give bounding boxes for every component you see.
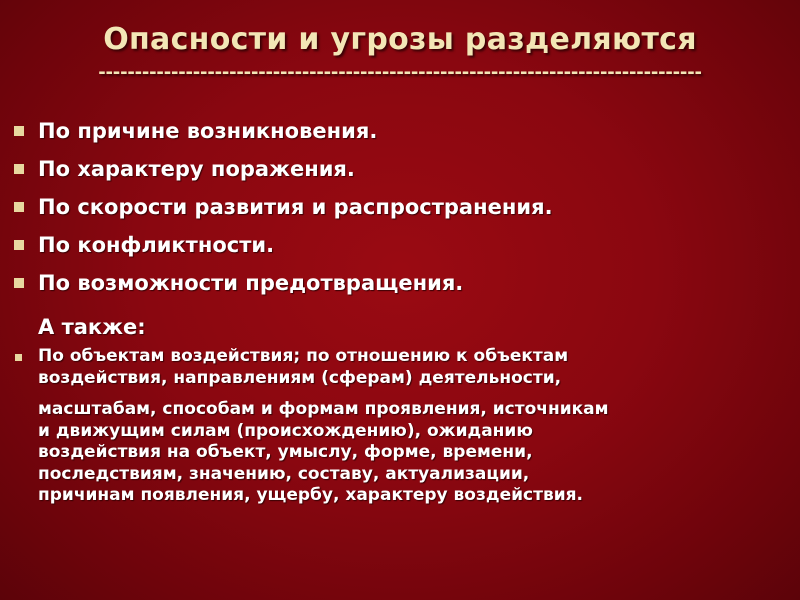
detail-line: воздействия, направлениям (сферам) деятельности, <box>38 367 562 388</box>
list-item-text: По конфликтности. <box>38 233 275 257</box>
square-bullet-icon <box>15 354 22 361</box>
square-bullet-icon <box>14 164 24 174</box>
also-label: А также: <box>38 315 146 339</box>
list-item-text: По характеру поражения. <box>38 157 355 181</box>
detail-line: По объектам воздействия; по отношению к объектам <box>38 346 569 366</box>
slide-title: Опасности и угрозы разделяются <box>103 22 697 57</box>
list-item <box>12 156 792 194</box>
list-item-text: По скорости развития и распространения. <box>38 195 553 219</box>
list-item <box>12 118 792 156</box>
detail-bullet <box>12 346 792 507</box>
list-item-text: По причине возникновения. <box>38 119 378 143</box>
title-separator: ----------------------------------------------------------------------------------- <box>98 62 702 83</box>
detail-line: причинам появления, ущербу, характеру воздействия. <box>38 485 583 505</box>
detail-line: масштабам, способам и формам проявления, источникам <box>38 399 609 419</box>
square-bullet-icon <box>14 240 24 250</box>
detail-line: воздействия на объект, умыслу, форме, времени, <box>38 442 533 462</box>
paragraph-gap <box>38 389 792 399</box>
square-bullet-icon <box>14 126 24 136</box>
square-bullet-icon <box>14 202 24 212</box>
list-item <box>12 270 792 308</box>
main-bullet-list <box>12 118 792 308</box>
detail-text <box>38 346 792 507</box>
square-bullet-icon <box>14 278 24 288</box>
detail-line: и движущим силам (происхождению), ожиданию <box>38 420 533 441</box>
detail-line: последствиям, значению, составу, актуализации, <box>38 463 530 484</box>
list-item-text: По возможности предотвращения. <box>38 271 464 295</box>
list-item <box>12 232 792 270</box>
list-item <box>12 194 792 232</box>
